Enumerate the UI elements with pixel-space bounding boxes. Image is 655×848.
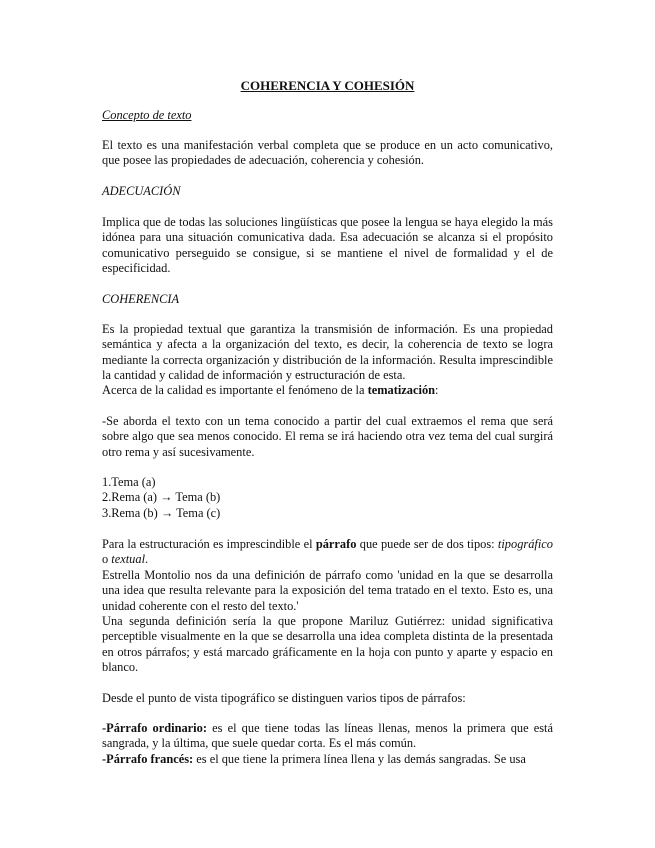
tipo-textual: textual <box>111 552 146 567</box>
page-title: COHERENCIA Y COHESIÓN <box>240 78 415 93</box>
tipos-intro: Desde el punto de vista tipográfico se distinguen varios tipos de párrafos: <box>102 691 466 705</box>
adecuacion-heading: ADECUACIÓN <box>102 184 181 198</box>
parrafo-intro-end: . <box>145 552 149 567</box>
list-item: 3.Rema (b) → Tema (c) <box>102 505 221 520</box>
tematizacion-post: : <box>435 383 439 397</box>
ordinario-text: es el que tiene todas las líneas llenas, menos la primera que está sangrada, y la última, que suele quedar corta. Es el más común. <box>102 721 554 751</box>
parrafo-intro-pre: Para la estructuración es imprescindible el <box>102 537 316 551</box>
parrafo-term: párrafo <box>315 537 357 551</box>
parrafo-intro <box>102 537 553 568</box>
concepto-paragraph: El texto es una manifestación verbal completa que se produce en un acto comunicativo, que posee las propiedades de adecuación, coherencia y cohesión. <box>102 138 553 168</box>
parrafo-intro-o: o <box>102 552 112 567</box>
tematizacion-pre: Acerca de la calidad es importante el fenómeno de la <box>102 383 368 397</box>
parrafo-intro-mid: que puede ser de dos tipos: <box>356 537 498 551</box>
frances-text: es el que tiene la primera línea llena y las demás sangradas. Se usa <box>193 752 526 766</box>
tematizacion-term: tematización <box>367 383 436 397</box>
concepto-heading: Concepto de texto <box>102 108 192 122</box>
tematizacion-line <box>102 383 553 398</box>
parrafo-ordinario <box>102 721 553 752</box>
coherencia-paragraph: Es la propiedad textual que garantiza la transmisión de información. Es una propiedad semántica y afecta a la organización del texto, es decir, la coherencia de texto se logra mediante la correcta organización y distribución de la información. Resulta imprescindible la cantidad y calidad de información y estructuración de esta. <box>102 322 553 383</box>
segunda-definicion-paragraph: Una segunda definición sería la que propone Mariluz Gutiérrez: unidad significativa perceptible visualmente en la que se desarrolla una idea completa distinta de la presentada en otros párrafos; y está marcado gráficamente en la hoja con punto y aparte y espacio en blanco. <box>102 614 553 675</box>
aborda-paragraph: -Se aborda el texto con un tema conocido a partir del cual extraemos el rema que será sobre algo que sea menos conocido. El rema se irá haciendo otra vez tema del cual surgirá otro rema y así sucesivamente. <box>102 414 553 459</box>
list-item: 2.Rema (a) → Tema (b) <box>102 490 221 505</box>
ordinario-label: -Párrafo ordinario: <box>102 721 207 735</box>
adecuacion-paragraph: Implica que de todas las soluciones lingüísticas que posee la lengua se haya elegido la más idónea para una situación comunicativa dada. Esa adecuación se alcanza si el propósito comunicativo perseguido se consigue, si se mantiene el nivel de formalidad y el de especificidad. <box>102 215 553 276</box>
tipo-tipografico: tipográfico <box>497 537 553 551</box>
montolio-paragraph: Estrella Montolio nos da una definición de párrafo como 'unidad en la que se desarrolla una idea que resulta relevante para la exposición del tema tratado en el texto. Esto es, una unidad coherente con el resto del texto.' <box>102 568 553 613</box>
frances-label: -Párrafo francés: <box>102 752 194 766</box>
list-item: 1.Tema (a) <box>102 475 156 489</box>
parrafo-frances <box>102 752 553 767</box>
coherencia-heading: COHERENCIA <box>102 292 180 306</box>
tema-rema-list <box>102 475 553 521</box>
